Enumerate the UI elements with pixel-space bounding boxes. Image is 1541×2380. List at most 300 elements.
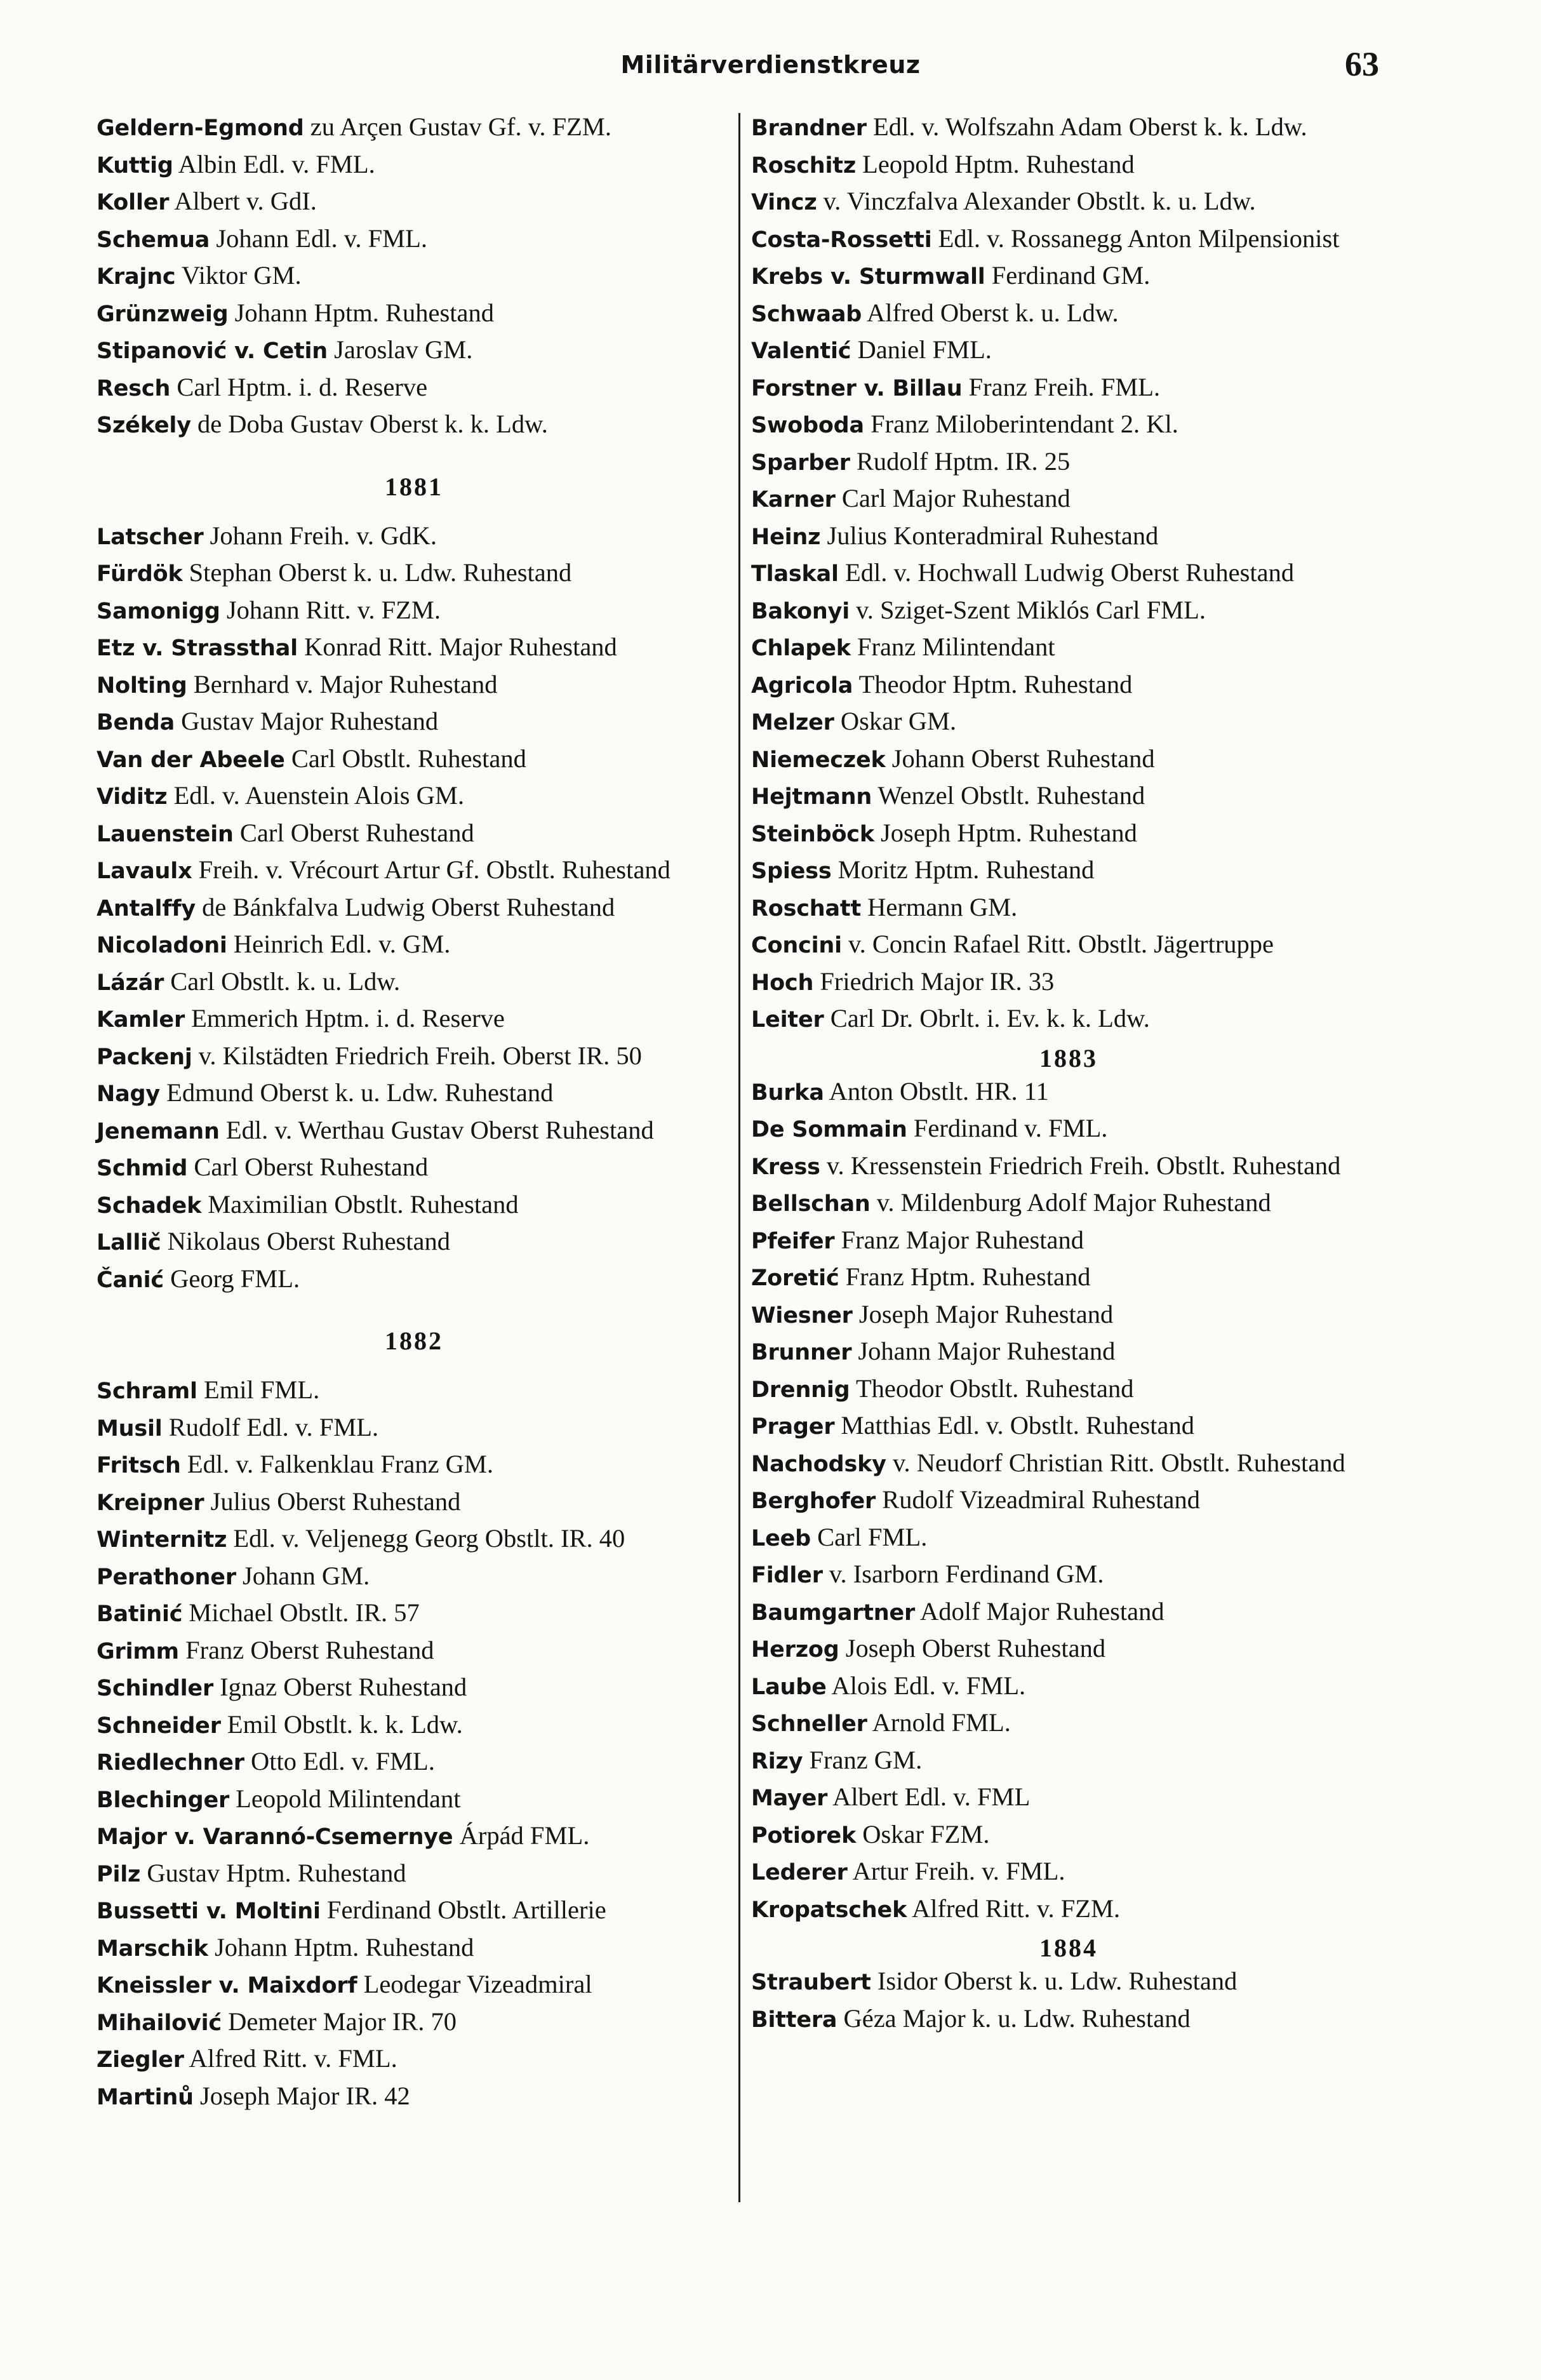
- entry-details: Albin Edl. v. FML.: [173, 149, 375, 178]
- entry-details: Nikolaus Oberst Ruhestand: [161, 1227, 451, 1255]
- entry-surname: Kress: [751, 1154, 820, 1180]
- entry-surname: Schwaab: [751, 301, 862, 327]
- entry-surname: Nicoladoni: [97, 933, 227, 958]
- list-item: [751, 1445, 1386, 1483]
- list-item: [751, 406, 1386, 444]
- entry-surname: Nagy: [97, 1081, 160, 1107]
- entry-details: Johann Oberst Ruhestand: [885, 744, 1155, 773]
- entry-surname: Lauenstein: [97, 821, 234, 847]
- entry-details: Maximilian Obstlt. Ruhestand: [201, 1189, 519, 1219]
- entry-details: de Doba Gustav Oberst k. k. Ldw.: [190, 410, 548, 438]
- entry-surname: Kropatschek: [751, 1897, 907, 1923]
- list-item: [751, 1371, 1386, 1408]
- entry-surname: Heinz: [751, 524, 821, 550]
- entry-details: Albert Edl. v. FML: [827, 1782, 1031, 1811]
- list-item: [751, 1668, 1386, 1706]
- list-item: [97, 964, 731, 1001]
- entry-details: Franz Miloberintendant 2. Kl.: [864, 410, 1178, 438]
- entry-surname: Berghofer: [751, 1488, 876, 1514]
- list-item: [97, 1669, 731, 1707]
- list-item: [751, 109, 1386, 147]
- list-item: [97, 778, 731, 815]
- entry-details: Johann Hptm. Ruhestand: [228, 298, 494, 327]
- entry-details: Alfred Oberst k. u. Ldw.: [862, 298, 1119, 327]
- entry-details: Carl Dr. Obrlt. i. Ev. k. k. Ldw.: [824, 1004, 1150, 1033]
- entry-details: v. Vinczfalva Alexander Obstlt. k. u. Ldw.: [817, 187, 1256, 215]
- entry-surname: Van der Abeele: [97, 747, 285, 773]
- list-item: [97, 1075, 731, 1113]
- entry-details: Gustav Major Ruhestand: [175, 707, 439, 735]
- year-heading-1882: 1882: [385, 1327, 443, 1355]
- entry-details: Carl Obstlt. k. u. Ldw.: [164, 966, 401, 996]
- entry-surname: Nolting: [97, 672, 187, 699]
- list-item: [751, 629, 1386, 667]
- entry-group: [97, 518, 731, 1299]
- entry-details: Friedrich Major IR. 33: [813, 966, 1055, 996]
- entry-surname: Schmid: [97, 1156, 188, 1181]
- list-item: [751, 1631, 1386, 1668]
- entry-surname: Spiess: [751, 859, 832, 884]
- entry-surname: Viditz: [97, 784, 168, 810]
- entry-surname: Karner: [751, 487, 836, 512]
- list-item: [751, 1817, 1386, 1854]
- entry-surname: Agricola: [751, 672, 853, 699]
- entry-details: Johann Major Ruhestand: [851, 1337, 1116, 1365]
- list-item: [751, 221, 1386, 258]
- list-item: [97, 1187, 731, 1224]
- entry-details: Johann Freih. v. GdK.: [203, 521, 437, 550]
- entry-surname: Batinić: [97, 1601, 183, 1627]
- list-item: [97, 1892, 731, 1930]
- entry-details: v. Isarborn Ferdinand GM.: [822, 1560, 1104, 1588]
- list-item: [751, 295, 1386, 333]
- entry-surname: Lázár: [97, 970, 164, 996]
- list-item: [97, 518, 731, 556]
- entry-surname: Valentić: [751, 338, 851, 364]
- list-item: [97, 890, 731, 927]
- entry-surname: Riedlechner: [97, 1750, 244, 1775]
- entry-details: v. Neudorf Christian Ritt. Obstlt. Ruhestand: [886, 1448, 1345, 1477]
- entry-details: Edl. v. Auenstein Alois GM.: [167, 781, 465, 810]
- entry-surname: Perathoner: [97, 1564, 236, 1590]
- year-heading-1881: 1881: [385, 472, 443, 501]
- entry-surname: Tlaskal: [751, 561, 839, 587]
- entry-surname: Zoretić: [751, 1266, 839, 1291]
- list-item: [751, 592, 1386, 630]
- list-item: [97, 1113, 731, 1150]
- entry-details: Ignaz Oberst Ruhestand: [213, 1673, 467, 1701]
- entry-details: v. Concin Rafael Ritt. Obstlt. Jägertruppe: [841, 930, 1274, 958]
- entry-details: Leopold Hptm. Ruhestand: [856, 149, 1135, 178]
- entry-details: Joseph Major Ruhestand: [852, 1299, 1114, 1328]
- entry-surname: Brunner: [751, 1340, 852, 1365]
- entry-details: Jaroslav GM.: [328, 335, 473, 364]
- entry-details: Rudolf Edl. v. FML.: [162, 1412, 379, 1441]
- list-item: [97, 332, 731, 370]
- entry-surname: Blechinger: [97, 1787, 230, 1813]
- list-item: [97, 1149, 731, 1187]
- list-item: [97, 1558, 731, 1596]
- entry-details: Carl FML.: [811, 1522, 928, 1551]
- entry-details: Demeter Major IR. 70: [221, 2007, 457, 2036]
- list-item: [97, 295, 731, 333]
- entry-surname: Baumgartner: [751, 1600, 916, 1626]
- list-item: [751, 704, 1386, 741]
- list-item: [751, 2001, 1386, 2038]
- entry-details: Julius Oberst Ruhestand: [204, 1487, 461, 1516]
- entry-details: Carl Oberst Ruhestand: [233, 818, 474, 847]
- entry-surname: Schneider: [97, 1713, 221, 1739]
- list-item: [751, 1148, 1386, 1186]
- entry-group: [751, 109, 1386, 1038]
- entry-details: Carl Major Ruhestand: [835, 484, 1071, 512]
- list-item: [97, 815, 731, 853]
- right-column: [751, 109, 1386, 2038]
- list-item: [97, 2078, 731, 2116]
- entry-surname: Pfeifer: [751, 1228, 835, 1254]
- entry-details: v. Kilstädten Friedrich Freih. Oberst IR. 50: [192, 1041, 642, 1070]
- entry-details: Theodor Hptm. Ruhestand: [853, 669, 1133, 699]
- entry-details: Hermann GM.: [860, 892, 1018, 921]
- entry-surname: Schadek: [97, 1193, 202, 1219]
- year-heading-1884: 1884: [1039, 1934, 1098, 1962]
- list-item: [97, 147, 731, 184]
- entry-surname: Forstner v. Billau: [751, 375, 963, 401]
- entry-surname: Steinböck: [751, 821, 874, 847]
- entry-surname: Bellschan: [751, 1191, 871, 1217]
- list-item: [97, 184, 731, 221]
- entry-details: Joseph Hptm. Ruhestand: [874, 818, 1137, 847]
- entry-surname: Lederer: [751, 1860, 848, 1885]
- list-item: [751, 332, 1386, 370]
- entry-details: Gustav Hptm. Ruhestand: [140, 1858, 406, 1887]
- list-item: [97, 109, 731, 147]
- entry-details: Carl Hptm. i. d. Reserve: [170, 372, 428, 401]
- entry-surname: Mihailović: [97, 2010, 222, 2036]
- entry-details: Georg FML.: [163, 1264, 300, 1293]
- list-item: [97, 1521, 731, 1558]
- list-item: [97, 555, 731, 592]
- list-item: [751, 147, 1386, 184]
- list-item: [97, 221, 731, 258]
- entry-surname: Nachodsky: [751, 1451, 886, 1477]
- entry-details: v. Kressenstein Friedrich Freih. Obstlt. Ruhestand: [820, 1151, 1341, 1180]
- list-item: [97, 1744, 731, 1781]
- list-item: [751, 1854, 1386, 1891]
- entry-surname: Schindler: [97, 1676, 214, 1701]
- list-item: [97, 1855, 731, 1893]
- list-item: [751, 964, 1386, 1001]
- entry-surname: Resch: [97, 375, 171, 401]
- entry-details: Edl. v. Veljenegg Georg Obstlt. IR. 40: [227, 1524, 625, 1553]
- entry-surname: Straubert: [751, 1970, 871, 1995]
- running-title: Militärverdienstkreuz: [620, 51, 921, 79]
- entry-details: Johann Hptm. Ruhestand: [208, 1932, 474, 1962]
- entry-details: Alfred Ritt. v. FZM.: [907, 1894, 1121, 1923]
- entry-surname: Brandner: [751, 116, 867, 141]
- entry-details: Johann Edl. v. FML.: [210, 224, 427, 253]
- entry-surname: Krebs v. Sturmwall: [751, 264, 985, 290]
- entry-surname: Rizy: [751, 1748, 803, 1774]
- list-item: [751, 1408, 1386, 1445]
- list-item: [97, 1038, 731, 1076]
- entry-surname: Burka: [751, 1080, 824, 1106]
- entry-details: Emmerich Hptm. i. d. Reserve: [185, 1004, 505, 1033]
- entry-details: Ferdinand v. FML.: [907, 1114, 1108, 1142]
- entry-surname: Wiesner: [751, 1302, 853, 1328]
- entry-surname: Roschitz: [751, 152, 856, 178]
- list-item: [751, 1963, 1386, 2001]
- entry-details: Carl Obstlt. Ruhestand: [284, 744, 526, 773]
- entry-surname: Lavaulx: [97, 859, 192, 884]
- list-item: [97, 406, 731, 444]
- page-number: 63: [1345, 45, 1379, 83]
- entry-details: Edmund Oberst k. u. Ldw. Ruhestand: [159, 1078, 554, 1107]
- entry-details: Johann GM.: [236, 1561, 370, 1590]
- entry-surname: Bussetti v. Moltini: [97, 1899, 321, 1924]
- entry-details: Wenzel Obstlt. Ruhestand: [872, 781, 1145, 810]
- entry-surname: Grünzweig: [97, 301, 229, 327]
- list-item: [97, 1410, 731, 1447]
- list-item: [97, 258, 731, 295]
- list-item: [751, 1222, 1386, 1260]
- entry-surname: Pilz: [97, 1861, 141, 1887]
- entry-details: Anton Obstlt. HR. 11: [824, 1076, 1049, 1106]
- entry-details: Adolf Major Ruhestand: [915, 1596, 1164, 1626]
- list-item: [97, 1484, 731, 1521]
- list-item: [97, 2004, 731, 2042]
- list-item: [751, 1482, 1386, 1520]
- entry-surname: Roschatt: [751, 895, 861, 921]
- entry-surname: Schneller: [751, 1711, 867, 1737]
- list-item: [751, 184, 1386, 221]
- list-item: [97, 1224, 731, 1261]
- entry-surname: Concini: [751, 933, 842, 958]
- entry-surname: Leiter: [751, 1007, 824, 1033]
- entry-details: Oskar FZM.: [856, 1819, 990, 1849]
- list-item: [751, 481, 1386, 518]
- entry-details: Emil Obstlt. k. k. Ldw.: [220, 1709, 463, 1739]
- entry-surname: Koller: [97, 190, 170, 215]
- entry-surname: Potiorek: [751, 1822, 857, 1849]
- entry-surname: Grimm: [97, 1638, 179, 1664]
- list-item: [97, 1633, 731, 1670]
- entry-details: Rudolf Vizeadmiral Ruhestand: [876, 1485, 1200, 1514]
- entry-details: Franz GM.: [803, 1745, 923, 1774]
- list-item: [97, 1930, 731, 1967]
- list-item: [751, 370, 1386, 407]
- list-item: [751, 1001, 1386, 1038]
- entry-details: Leopold Milintendant: [229, 1784, 461, 1813]
- entry-details: Artur Freih. v. FML.: [847, 1857, 1065, 1885]
- entry-details: Alfred Ritt. v. FML.: [183, 2044, 397, 2073]
- entry-group: [97, 109, 731, 444]
- entry-details: Moritz Hptm. Ruhestand: [831, 855, 1095, 884]
- entry-details: Daniel FML.: [851, 335, 992, 364]
- entry-details: Edl. v. Rossanegg Anton Milpensionist: [931, 224, 1340, 253]
- entry-surname: Fürdök: [97, 561, 183, 587]
- entry-surname: Hejtmann: [751, 784, 872, 810]
- entry-surname: Stipanović v. Cetin: [97, 338, 328, 364]
- list-item: [751, 1185, 1386, 1222]
- column-divider: [738, 113, 740, 2202]
- entry-surname: Vincz: [751, 190, 817, 215]
- entry-surname: Melzer: [751, 710, 834, 735]
- entry-surname: Schraml: [97, 1379, 197, 1404]
- entry-details: Edl. v. Werthau Gustav Oberst Ruhestand: [219, 1115, 654, 1144]
- entry-surname: Krajnc: [97, 264, 176, 290]
- entry-group: [751, 1074, 1386, 1929]
- entry-details: Stephan Oberst k. u. Ldw. Ruhestand: [182, 558, 572, 587]
- list-item: [97, 1781, 731, 1819]
- entry-details: v. Mildenburg Adolf Major Ruhestand: [870, 1188, 1271, 1217]
- entry-details: Julius Konteradmiral Ruhestand: [820, 521, 1159, 550]
- entry-details: Albert v. GdI.: [169, 187, 317, 215]
- entry-details: Arnold FML.: [867, 1708, 1011, 1737]
- list-item: [97, 1447, 731, 1484]
- list-item: [751, 1259, 1386, 1297]
- list-item: [751, 852, 1386, 890]
- entry-details: Konrad Ritt. Major Ruhestand: [297, 632, 617, 661]
- list-item: [751, 518, 1386, 556]
- list-item: [751, 444, 1386, 481]
- left-column: [97, 109, 731, 2115]
- entry-surname: Etz v. Strassthal: [97, 636, 298, 661]
- list-item: [97, 1707, 731, 1744]
- list-item: [97, 1372, 731, 1410]
- entry-details: Oskar GM.: [834, 707, 957, 735]
- entry-details: de Bánkfalva Ludwig Oberst Ruhestand: [196, 892, 615, 921]
- entry-details: Rudolf Hptm. IR. 25: [850, 446, 1071, 476]
- list-item: [97, 704, 731, 741]
- entry-details: Freih. v. Vrécourt Artur Gf. Obstlt. Ruhestand: [192, 855, 670, 884]
- entry-surname: Drennig: [751, 1377, 850, 1403]
- entry-details: Joseph Major IR. 42: [193, 2081, 410, 2110]
- list-item: [97, 370, 731, 407]
- entry-details: Emil FML.: [197, 1375, 320, 1404]
- entry-surname: Costa-Rossetti: [751, 227, 932, 253]
- entry-surname: Antalffy: [97, 895, 196, 921]
- entry-details: Géza Major k. u. Ldw. Ruhestand: [837, 2003, 1191, 2033]
- list-item: [751, 926, 1386, 964]
- entry-surname: Musil: [97, 1415, 163, 1441]
- entry-surname: Swoboda: [751, 413, 864, 438]
- entry-details: Johann Ritt. v. FZM.: [220, 595, 441, 624]
- entry-details: Matthias Edl. v. Obstlt. Ruhestand: [834, 1411, 1194, 1440]
- list-item: [97, 1967, 731, 2004]
- list-item: [97, 852, 731, 890]
- list-item: [97, 667, 731, 704]
- list-item: [751, 778, 1386, 815]
- list-item: [97, 741, 731, 779]
- entry-details: Leodegar Vizeadmiral: [357, 1970, 592, 1998]
- list-item: [97, 1261, 731, 1299]
- entry-surname: Székely: [97, 413, 191, 438]
- entry-surname: Martinů: [97, 2084, 194, 2110]
- entry-surname: Sparber: [751, 450, 850, 476]
- entry-details: Heinrich Edl. v. GM.: [227, 930, 451, 958]
- entry-surname: De Sommain: [751, 1117, 907, 1142]
- entry-details: Franz Major Ruhestand: [834, 1225, 1084, 1254]
- entry-details: Franz Freih. FML.: [962, 372, 1161, 401]
- entry-surname: Bakonyi: [751, 598, 850, 624]
- year-heading-1883: 1883: [1039, 1043, 1098, 1073]
- entry-surname: Mayer: [751, 1786, 828, 1811]
- entry-group: [97, 1372, 731, 2115]
- entry-group: [751, 1963, 1386, 2038]
- entry-surname: Samonigg: [97, 598, 220, 624]
- entry-surname: Fidler: [751, 1563, 823, 1588]
- list-item: [751, 890, 1386, 927]
- entry-surname: Winternitz: [97, 1527, 227, 1553]
- entry-details: Otto Edl. v. FML.: [244, 1747, 435, 1775]
- entry-surname: Prager: [751, 1414, 835, 1440]
- list-item: [751, 258, 1386, 295]
- entry-details: Ferdinand Obstlt. Artillerie: [320, 1895, 606, 1924]
- entry-details: Theodor Obstlt. Ruhestand: [850, 1374, 1134, 1403]
- list-item: [97, 1818, 731, 1855]
- entry-surname: Čanić: [97, 1267, 164, 1293]
- list-item: [751, 1779, 1386, 1817]
- list-item: [751, 1074, 1386, 1111]
- entry-surname: Niemeczek: [751, 747, 886, 773]
- entry-surname: Hoch: [751, 970, 814, 996]
- entry-details: zu Arçen Gustav Gf. v. FZM.: [304, 112, 612, 141]
- entry-details: Edl. v. Wolfszahn Adam Oberst k. k. Ldw.: [866, 112, 1307, 141]
- entry-surname: Kuttig: [97, 152, 173, 178]
- entry-surname: Packenj: [97, 1044, 192, 1070]
- entry-surname: Jenemann: [97, 1118, 220, 1144]
- entry-details: Carl Oberst Ruhestand: [187, 1153, 429, 1181]
- list-item: [751, 1742, 1386, 1780]
- list-item: [751, 1334, 1386, 1371]
- list-item: [751, 1297, 1386, 1334]
- entry-details: Michael Obstlt. IR. 57: [182, 1598, 420, 1627]
- list-item: [751, 741, 1386, 779]
- page-header: [0, 44, 1541, 95]
- entry-surname: Ziegler: [97, 2047, 184, 2073]
- entry-surname: Kneissler v. Maixdorf: [97, 1973, 357, 1998]
- entry-details: Ferdinand GM.: [985, 261, 1151, 290]
- list-item: [751, 1520, 1386, 1557]
- list-item: [751, 1594, 1386, 1631]
- entry-surname: Benda: [97, 710, 175, 735]
- list-item: [97, 1001, 731, 1038]
- entry-surname: Herzog: [751, 1637, 839, 1662]
- list-item: [751, 1891, 1386, 1929]
- list-item: [97, 592, 731, 630]
- entry-surname: Leeb: [751, 1525, 811, 1551]
- entry-details: Edl. v. Falkenklau Franz GM.: [180, 1450, 494, 1478]
- entry-surname: Laube: [751, 1674, 827, 1700]
- list-item: [751, 667, 1386, 704]
- entry-surname: Chlapek: [751, 636, 851, 661]
- entry-details: Árpád FML.: [453, 1821, 590, 1850]
- entry-surname: Geldern-Egmond: [97, 116, 304, 141]
- list-item: [97, 629, 731, 667]
- entry-surname: Fritsch: [97, 1453, 181, 1478]
- entry-surname: Latscher: [97, 524, 204, 550]
- entry-details: Isidor Oberst k. u. Ldw. Ruhestand: [871, 1967, 1237, 1995]
- entry-details: Viktor GM.: [175, 261, 302, 290]
- list-item: [751, 555, 1386, 592]
- list-item: [97, 1595, 731, 1633]
- entry-surname: Bittera: [751, 2007, 837, 2033]
- entry-details: Joseph Oberst Ruhestand: [839, 1634, 1106, 1662]
- entry-surname: Kreipner: [97, 1490, 204, 1516]
- list-item: [751, 815, 1386, 853]
- entry-surname: Marschik: [97, 1935, 208, 1962]
